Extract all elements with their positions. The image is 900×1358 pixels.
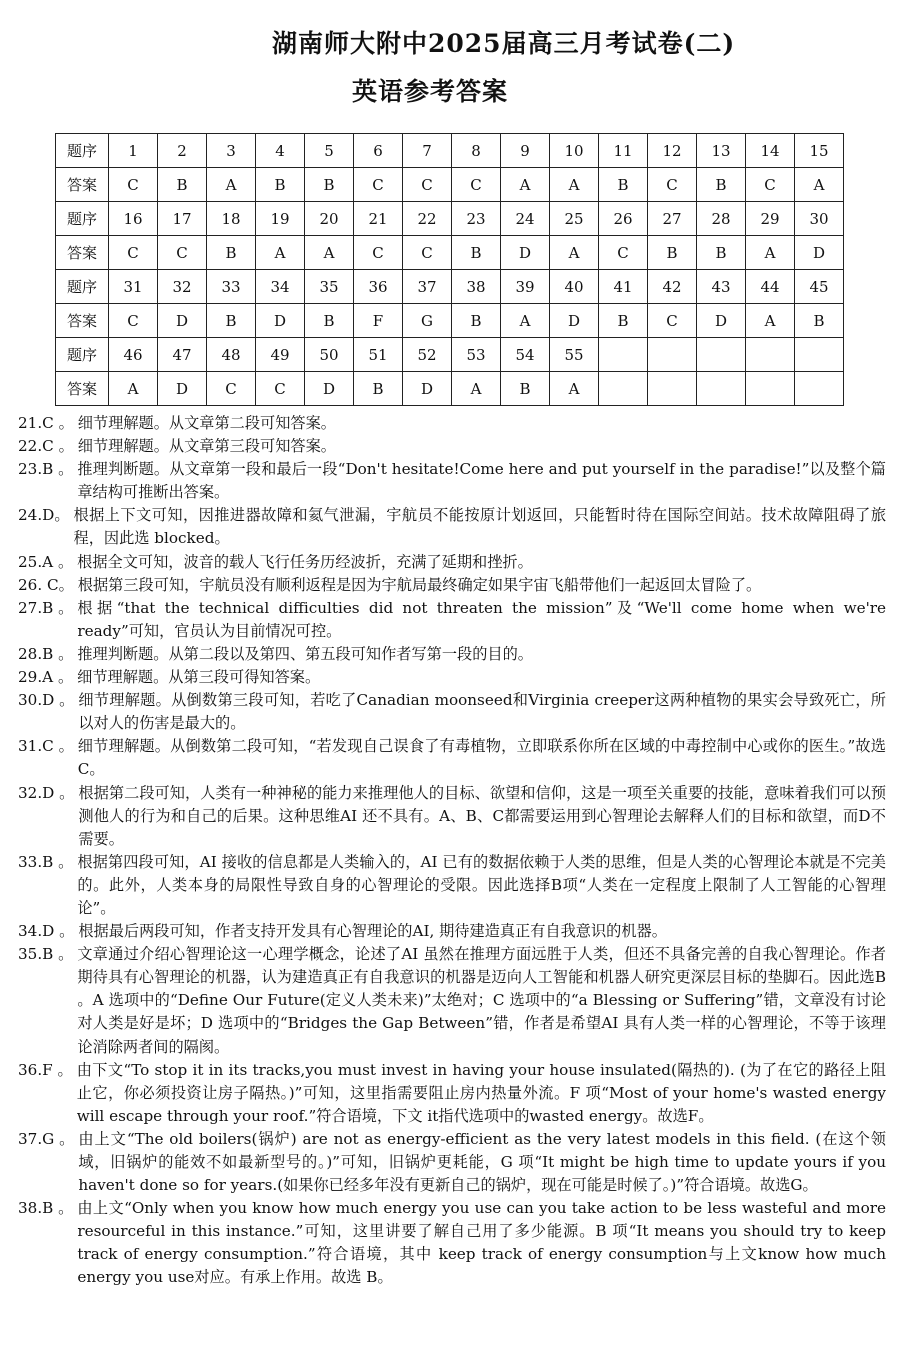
question-number-cell: 26 xyxy=(599,202,648,236)
answer-cell: C xyxy=(648,304,697,338)
question-number-cell: 55 xyxy=(550,338,599,372)
explanation-item xyxy=(18,458,886,504)
answer-cell: C xyxy=(648,168,697,202)
question-number-cell: 29 xyxy=(746,202,795,236)
explanation-text: 根据上下文可知，因推进器故障和氦气泄漏，宇航员不能按原计划返回，只能暂时待在国际空间站。技术故障阻碍了旅程，因此选 blocked。 xyxy=(73,506,886,548)
explanation-item xyxy=(18,435,886,458)
explanation-text: 文章通过介绍心智理论这一心理学概念，论述了AI 虽然在推理方面远胜于人类，但还不具备完善的自我心智理论。作者期待具有心智理论的机器，认为建造真正有自我意识的机器是迈向人工智能和机器人研究更深层目标的垫脚石。因此选B 。A 选项中的“Define Our Future(定义人类未来)”太绝对；C 选项中的“a Blessing or Suffering”错，文章没有讨论对人类是好是坏；D 选项中的“Bridges the Gap Between”错，作者是希望AI 具有人类一样的心智理论，不等于该理论消除两者间的隔阂。 xyxy=(77,945,886,1056)
question-number-cell: 1 xyxy=(109,134,158,168)
explanation-number: 37.G 。 xyxy=(18,1129,75,1148)
answer-cell: B xyxy=(452,304,501,338)
question-number-cell: 5 xyxy=(305,134,354,168)
question-number-cell: 23 xyxy=(452,202,501,236)
question-number-cell: 48 xyxy=(207,338,256,372)
question-number-cell: 11 xyxy=(599,134,648,168)
answer-cell: B xyxy=(452,236,501,270)
question-number-cell: 35 xyxy=(305,270,354,304)
question-number-cell: 34 xyxy=(256,270,305,304)
explanation-text: 根据第四段可知，AI 接收的信息都是人类输入的，AI 已有的数据依赖于人类的思维，但是人类的心智理论本就是不完美的。此外，人类本身的局限性导致自身的心智理论的受限。因此选择B项“人类在一定程度上限制了人工智能的心智理论”。 xyxy=(77,852,886,917)
answer-cell: D xyxy=(550,304,599,338)
answer-cell: C xyxy=(109,168,158,202)
explanations-list xyxy=(18,412,886,1290)
explanation-item xyxy=(18,504,886,550)
explanation-number: 25.A 。 xyxy=(18,552,74,571)
question-number-cell: 27 xyxy=(648,202,697,236)
question-number-cell: 54 xyxy=(501,338,550,372)
question-number-cell: 25 xyxy=(550,202,599,236)
question-number-cell: 33 xyxy=(207,270,256,304)
question-number-cell: 6 xyxy=(354,134,403,168)
explanation-item xyxy=(18,1059,886,1128)
question-number-cell: 41 xyxy=(599,270,648,304)
answer-cell: D xyxy=(795,236,844,270)
answer-cell: G xyxy=(403,304,452,338)
row-label: 题序 xyxy=(56,338,109,372)
question-number-cell: 21 xyxy=(354,202,403,236)
answer-row xyxy=(56,236,844,270)
answer-cell: A xyxy=(746,236,795,270)
row-label: 题序 xyxy=(56,270,109,304)
question-number-cell xyxy=(746,338,795,372)
answer-cell: D xyxy=(501,236,550,270)
question-number-cell: 38 xyxy=(452,270,501,304)
explanation-item xyxy=(18,920,886,943)
explanation-item xyxy=(18,1128,886,1197)
answer-cell: D xyxy=(305,372,354,406)
explanation-item xyxy=(18,1197,886,1289)
question-number-cell: 50 xyxy=(305,338,354,372)
question-number-cell: 3 xyxy=(207,134,256,168)
question-number-cell: 51 xyxy=(354,338,403,372)
answer-cell: D xyxy=(158,372,207,406)
explanation-number: 22.C 。 xyxy=(18,437,74,456)
answer-cell: C xyxy=(207,372,256,406)
question-number-cell: 19 xyxy=(256,202,305,236)
answer-row xyxy=(56,168,844,202)
explanation-item xyxy=(18,666,886,689)
question-number-row xyxy=(56,338,844,372)
answer-cell: B xyxy=(599,168,648,202)
explanation-item xyxy=(18,735,886,781)
explanation-number: 24.D。 xyxy=(18,506,70,525)
question-number-cell: 39 xyxy=(501,270,550,304)
question-number-cell: 10 xyxy=(550,134,599,168)
answer-cell: B xyxy=(354,372,403,406)
answer-cell: C xyxy=(256,372,305,406)
explanation-text: 根据全文可知，波音的载人飞行任务历经波折，充满了延期和挫折。 xyxy=(77,552,533,571)
answer-cell xyxy=(795,372,844,406)
question-number-cell: 37 xyxy=(403,270,452,304)
answer-cell: A xyxy=(452,372,501,406)
question-number-cell: 43 xyxy=(697,270,746,304)
page-title: 湖南师大附中2025届高三月考试卷(二) xyxy=(272,29,736,58)
question-number-cell: 31 xyxy=(109,270,158,304)
question-number-cell: 47 xyxy=(158,338,207,372)
answer-cell: C xyxy=(403,168,452,202)
answer-cell: B xyxy=(697,168,746,202)
explanation-number: 21.C 。 xyxy=(18,414,74,432)
explanation-number: 32.D 。 xyxy=(18,783,75,802)
explanation-number: 29.A 。 xyxy=(18,668,74,687)
explanation-text: 由下文“To stop it in its tracks,you must invest in having your house insulated(隔热的). (为了在它的路径上阻止它，你必须投资让房子隔热。)”可知，这里指需要阻止房内热量外流。F 项“Most of your home's wasted energy will escape through your roof.”符合语境，下文 it指代选项中的wasted energy。故选F。 xyxy=(76,1060,886,1125)
answer-cell: A xyxy=(256,236,305,270)
explanation-number: 36.F 。 xyxy=(18,1060,73,1079)
explanation-number: 34.D 。 xyxy=(18,922,75,941)
question-number-cell: 9 xyxy=(501,134,550,168)
answer-row xyxy=(56,372,844,406)
question-number-cell: 46 xyxy=(109,338,158,372)
explanation-text: 由上文“The old boilers(锅炉) are not as energy-efficient as the very latest models in this field. (在这个领域，旧锅炉的能效不如最新型号的。)”可知，旧锅炉更耗能，G 项“It might be high time to update yours if you haven't done so for years.(如果你已经多年没有更新自己的锅炉，现在可能是时候了。)”符合语境。故选G。 xyxy=(78,1129,886,1195)
answer-cell: D xyxy=(403,372,452,406)
answer-cell: C xyxy=(109,304,158,338)
answer-cell: B xyxy=(207,304,256,338)
answer-cell: C xyxy=(599,236,648,270)
question-number-cell xyxy=(599,338,648,372)
answer-cell: B xyxy=(599,304,648,338)
question-number-cell xyxy=(795,338,844,372)
answer-cell: B xyxy=(305,304,354,338)
question-number-row xyxy=(56,202,844,236)
answer-cell: B xyxy=(207,236,256,270)
question-number-cell: 4 xyxy=(256,134,305,168)
explanation-item xyxy=(18,412,886,435)
explanation-text: 由上文“Only when you know how much energy you use can you take action to be less wasteful and more resourceful in this instance.”可知，这里讲要了解自己用了多少能源。B 项“It means you should try to keep track of energy consumption.”符合语境，其中 keep track of energy consumption与上文know how much energy you use对应。有承上作用。故选 B。 xyxy=(77,1199,886,1287)
explanation-text: 根据第三段可知，宇航员没有顺利返程是因为宇航局最终确定如果宇宙飞船带他们一起返回太冒险了。 xyxy=(77,575,762,594)
question-number-cell: 32 xyxy=(158,270,207,304)
explanation-text: 根据第二段可知，人类有一种神秘的能力来推理他人的目标、欲望和信仰，这是一项至关重要的技能，意味着我们可以预测他人的行为和自己的后果。这种思维AI 还不具有。A、B、C都需要运用到心智理论去解释人们的目标和欲望，而D不需要。 xyxy=(78,783,886,848)
question-number-cell: 7 xyxy=(403,134,452,168)
explanation-item xyxy=(18,689,886,735)
answer-cell: B xyxy=(256,168,305,202)
explanation-text: 根据“that the technical difficulties did not threaten the mission”及“We'll come home when we're ready”可知，官员认为目前情况可控。 xyxy=(77,598,886,640)
explanation-text: 细节理解题。从第三段可得知答案。 xyxy=(77,668,321,687)
question-number-cell: 28 xyxy=(697,202,746,236)
explanation-number: 31.C 。 xyxy=(18,737,74,756)
answer-cell: C xyxy=(452,168,501,202)
explanation-item xyxy=(18,851,886,920)
answer-cell: F xyxy=(354,304,403,338)
answer-row xyxy=(56,304,844,338)
answer-cell: C xyxy=(746,168,795,202)
explanation-text: 细节理解题。从文章第二段可知答案。 xyxy=(77,414,336,432)
explanation-item xyxy=(18,551,886,574)
explanation-item xyxy=(18,597,886,643)
explanation-text: 细节理解题。从倒数第二段可知，“若发现自己误食了有毒植物，立即联系你所在区域的中毒控制中心或你的医生。”故选C。 xyxy=(77,737,886,779)
answer-cell: C xyxy=(354,236,403,270)
answer-cell xyxy=(599,372,648,406)
answer-cell: A xyxy=(501,304,550,338)
question-number-row xyxy=(56,270,844,304)
question-number-cell: 16 xyxy=(109,202,158,236)
answer-cell: D xyxy=(697,304,746,338)
answer-cell: B xyxy=(501,372,550,406)
explanation-number: 38.B 。 xyxy=(18,1199,74,1218)
answer-cell: A xyxy=(746,304,795,338)
question-number-cell: 44 xyxy=(746,270,795,304)
explanation-item xyxy=(18,782,886,851)
row-label: 答案 xyxy=(56,304,109,338)
question-number-cell: 36 xyxy=(354,270,403,304)
answer-cell: D xyxy=(256,304,305,338)
answer-cell: A xyxy=(109,372,158,406)
question-number-cell: 45 xyxy=(795,270,844,304)
answer-cell: C xyxy=(109,236,158,270)
row-label: 题序 xyxy=(56,134,109,168)
answer-cell: D xyxy=(158,304,207,338)
explanation-item xyxy=(18,574,886,597)
answer-cell: A xyxy=(795,168,844,202)
answer-cell: A xyxy=(550,168,599,202)
explanation-item xyxy=(18,643,886,666)
explanation-number: 35.B 。 xyxy=(18,945,74,964)
answer-cell xyxy=(746,372,795,406)
answer-cell xyxy=(697,372,746,406)
explanation-number: 33.B 。 xyxy=(18,852,74,871)
explanation-text: 细节理解题。从倒数第三段可知，若吃了Canadian moonseed和Virginia creeper这两种植物的果实会导致死亡，所以对人的伤害是最大的。 xyxy=(78,691,886,733)
question-number-row xyxy=(56,134,844,168)
page-subtitle: 英语参考答案 xyxy=(352,77,509,106)
question-number-cell: 53 xyxy=(452,338,501,372)
answer-cell xyxy=(648,372,697,406)
answer-cell: C xyxy=(403,236,452,270)
answer-cell: A xyxy=(305,236,354,270)
question-number-cell: 49 xyxy=(256,338,305,372)
explanation-number: 30.D 。 xyxy=(18,691,75,710)
question-number-cell: 20 xyxy=(305,202,354,236)
question-number-cell: 24 xyxy=(501,202,550,236)
row-label: 答案 xyxy=(56,236,109,270)
question-number-cell: 42 xyxy=(648,270,697,304)
answer-table xyxy=(55,133,844,406)
explanation-number: 27.B 。 xyxy=(18,598,74,617)
question-number-cell: 30 xyxy=(795,202,844,236)
answer-cell: C xyxy=(158,236,207,270)
explanation-text: 推理判断题。从文章第一段和最后一段“Don't hesitate!Come here and put yourself in the paradise!”以及整个篇章结构可推断出答案。 xyxy=(77,460,886,502)
explanation-text: 细节理解题。从文章第三段可知答案。 xyxy=(77,437,336,456)
answer-cell: B xyxy=(648,236,697,270)
answer-cell: B xyxy=(305,168,354,202)
question-number-cell xyxy=(648,338,697,372)
answer-cell: B xyxy=(697,236,746,270)
answer-cell: A xyxy=(550,236,599,270)
row-label: 题序 xyxy=(56,202,109,236)
explanation-text: 根据最后两段可知，作者支持开发具有心智理论的AI, 期待建造真正有自我意识的机器。 xyxy=(78,922,667,941)
question-number-cell: 12 xyxy=(648,134,697,168)
question-number-cell: 8 xyxy=(452,134,501,168)
answer-cell: B xyxy=(158,168,207,202)
explanation-number: 28.B 。 xyxy=(18,644,74,663)
row-label: 答案 xyxy=(56,372,109,406)
question-number-cell: 13 xyxy=(697,134,746,168)
answer-cell: A xyxy=(550,372,599,406)
explanation-item xyxy=(18,943,886,1058)
question-number-cell: 14 xyxy=(746,134,795,168)
question-number-cell: 18 xyxy=(207,202,256,236)
question-number-cell: 17 xyxy=(158,202,207,236)
question-number-cell: 40 xyxy=(550,270,599,304)
question-number-cell: 2 xyxy=(158,134,207,168)
question-number-cell xyxy=(697,338,746,372)
question-number-cell: 52 xyxy=(403,338,452,372)
explanation-number: 23.B 。 xyxy=(18,460,74,479)
question-number-cell: 22 xyxy=(403,202,452,236)
row-label: 答案 xyxy=(56,168,109,202)
question-number-cell: 15 xyxy=(795,134,844,168)
explanation-text: 推理判断题。从第二段以及第四、第五段可知作者写第一段的目的。 xyxy=(77,644,533,663)
answer-cell: A xyxy=(501,168,550,202)
explanation-number: 26. C。 xyxy=(18,575,74,594)
answer-cell: C xyxy=(354,168,403,202)
answer-cell: A xyxy=(207,168,256,202)
answer-cell: B xyxy=(795,304,844,338)
